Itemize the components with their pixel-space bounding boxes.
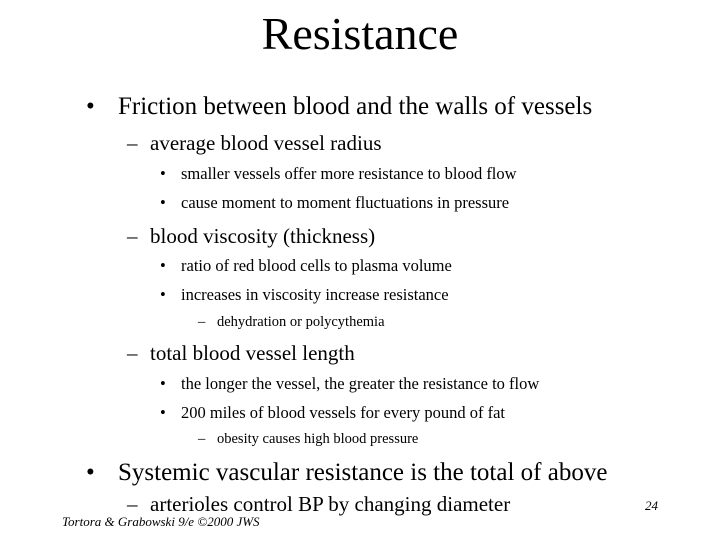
bullet-200-miles: 200 miles of blood vessels for every pound of fat <box>181 403 505 422</box>
bullet-ratio-rbc: ratio of red blood cells to plasma volume <box>181 256 452 275</box>
footer-citation: Tortora & Grabowski 9/e ©2000 JWS <box>62 514 260 529</box>
bullet-dot: • <box>160 193 166 212</box>
bullet-viscosity-increase: increases in viscosity increase resistance <box>181 285 449 304</box>
bullet-dot: • <box>160 164 166 183</box>
bullet-longer-vessel: the longer the vessel, the greater the resistance to flow <box>181 374 540 393</box>
bullet-dot: • <box>160 256 166 275</box>
slide-title: Resistance <box>261 8 459 59</box>
bullet-dot: • <box>86 459 95 486</box>
bullet-fluctuations: cause moment to moment fluctuations in pressure <box>181 193 510 212</box>
bullet-dehydration: dehydration or polycythemia <box>217 314 385 330</box>
bullet-arterioles: arterioles control BP by changing diameter <box>150 492 511 516</box>
bullet-systemic-resistance: Systemic vascular resistance is the total of above <box>118 459 608 486</box>
bullet-dot: • <box>160 285 166 304</box>
bullet-radius: average blood vessel radius <box>150 131 382 155</box>
bullet-dash: – <box>198 314 206 330</box>
bullet-vessel-length: total blood vessel length <box>150 341 355 365</box>
bullet-obesity: obesity causes high blood pressure <box>217 431 419 447</box>
bullet-dot: • <box>160 374 166 393</box>
bullet-viscosity: blood viscosity (thickness) <box>150 224 376 248</box>
bullet-dash: – <box>127 224 138 248</box>
bullet-dot: • <box>160 403 166 422</box>
bullet-friction: Friction between blood and the walls of vessels <box>118 93 593 120</box>
bullet-dash: – <box>198 431 206 447</box>
bullet-smaller-vessels: smaller vessels offer more resistance to blood flow <box>181 164 517 183</box>
page-number: 24 <box>645 498 658 513</box>
bullet-dot: • <box>86 93 95 120</box>
bullet-dash: – <box>127 341 138 365</box>
bullet-dash: – <box>127 131 138 155</box>
bullet-dash: – <box>127 492 138 516</box>
